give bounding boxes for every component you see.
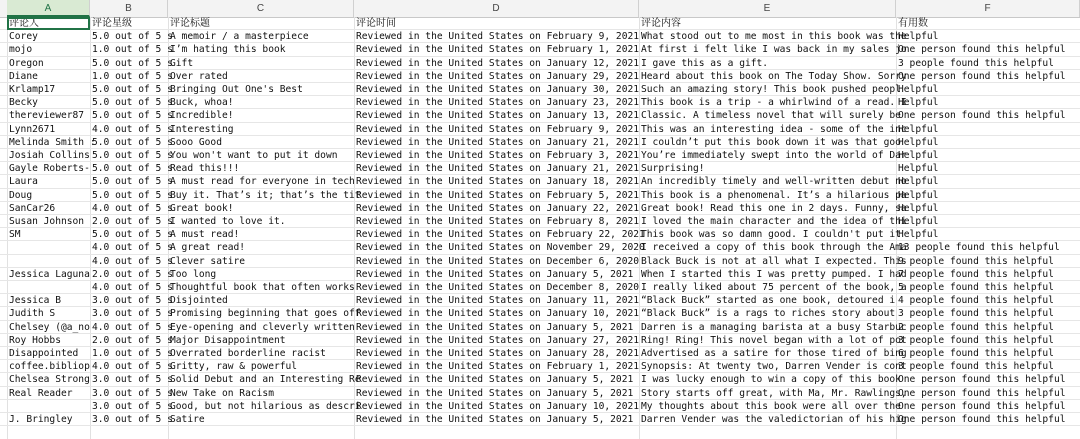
rating-cell[interactable]: 5.0 out of 5 s	[92, 57, 173, 69]
content-cell[interactable]: I received a copy of this book through the Ama	[641, 242, 907, 254]
date-cell[interactable]: Reviewed in the United States on January 27, 2021	[356, 334, 640, 346]
rating-cell[interactable]: 5.0 out of 5 s	[92, 189, 173, 201]
reviewer-cell[interactable]: coffee.bibliop	[9, 361, 90, 373]
table-row	[0, 347, 1080, 360]
content-cell[interactable]: Such an amazing story! This book pushed peopl	[641, 84, 901, 95]
helpful-cell[interactable]: One person found this helpful	[898, 414, 1066, 425]
helpful-cell[interactable]: One person found this helpful	[898, 44, 1066, 56]
header-row	[0, 17, 1080, 30]
title-cell[interactable]: A must read!	[170, 229, 240, 241]
column-header-d[interactable]: D	[354, 0, 639, 17]
rating-cell[interactable]: 3.0 out of 5 s	[92, 400, 173, 412]
date-cell[interactable]: Reviewed in the United States on January 5, 2021	[356, 414, 634, 425]
rating-cell[interactable]: 5.0 out of 5 s	[92, 150, 173, 161]
rating-cell[interactable]: 4.0 out of 5 s	[92, 242, 173, 254]
table-row	[0, 387, 1080, 400]
content-cell[interactable]: This book was so damn good. I couldn't put it	[641, 229, 901, 241]
helpful-cell[interactable]: 7 people found this helpful	[898, 268, 1054, 280]
content-cell[interactable]: Ring! Ring! This novel began with a lot of pot	[641, 334, 907, 346]
column-header-e[interactable]: E	[639, 0, 896, 17]
date-cell[interactable]: Reviewed in the United States on November 29, 2020	[356, 242, 645, 254]
table-row	[0, 360, 1080, 373]
rating-cell[interactable]: 3.0 out of 5 s	[92, 374, 173, 386]
column-header-b[interactable]: B	[90, 0, 168, 17]
content-cell[interactable]: Darren is a managing barista at a busy Starbuc	[641, 321, 907, 333]
content-cell[interactable]: At first i felt like I was back in my sales jo	[641, 44, 907, 56]
title-cell[interactable]: Too long	[170, 268, 217, 280]
rating-cell[interactable]: 3.0 out of 5 s	[92, 414, 173, 425]
title-cell[interactable]: Read this!!!	[170, 163, 240, 175]
helpful-cell[interactable]: One person found this helpful	[898, 110, 1066, 122]
reviewer-cell[interactable]: Real Reader	[9, 387, 73, 399]
helpful-cell[interactable]: Helpful	[898, 176, 939, 188]
helpful-cell[interactable]: Helpful	[898, 216, 939, 227]
reviewer-cell[interactable]: Diane	[9, 70, 38, 82]
column-header-f[interactable]: F	[896, 0, 1080, 17]
rating-cell[interactable]: 1.0 out of 5 s	[92, 44, 173, 56]
title-cell[interactable]: Buck, whoa!	[170, 97, 234, 109]
table-row	[0, 136, 1080, 149]
content-cell[interactable]: “Black Buck” is a rags to riches story about	[641, 308, 896, 320]
header-cell-date-cell[interactable]: 评论时间	[356, 18, 396, 29]
title-cell[interactable]: Good, but not hilarious as descri	[170, 400, 361, 412]
reviewer-cell[interactable]: Chelsey (@a_no	[9, 321, 90, 333]
table-row	[0, 268, 1080, 281]
title-cell[interactable]: Solid Debut and an Interesting Re	[170, 374, 361, 386]
title-cell[interactable]: Eye-opening and cleverly written	[170, 321, 355, 333]
content-cell[interactable]: Classic. A timeless novel that will surely be	[641, 110, 901, 122]
reviewer-cell[interactable]	[7, 281, 90, 294]
reviewer-cell[interactable]: Laura	[9, 176, 38, 188]
header-cell-reviewer-cell[interactable]: 评论人	[9, 18, 39, 29]
helpful-cell[interactable]: 3 people found this helpful	[898, 308, 1054, 320]
date-cell[interactable]: Reviewed in the United States on January 23, 2021	[356, 97, 640, 109]
reviewer-cell[interactable]: Lynn2671	[9, 123, 56, 135]
rating-cell[interactable]: 2.0 out of 5 s	[92, 216, 173, 227]
reviewer-cell[interactable]: Disappointed	[9, 348, 79, 359]
title-cell[interactable]: I wanted to love it.	[170, 216, 286, 227]
reviewer-cell[interactable]: Josiah Collins	[9, 150, 90, 161]
helpful-cell[interactable]: Helpful	[898, 150, 939, 161]
helpful-cell[interactable]: Helpful	[898, 163, 939, 175]
date-cell[interactable]: Reviewed in the United States on January 30, 2021	[356, 84, 640, 95]
rating-cell[interactable]: 1.0 out of 5 s	[92, 348, 173, 359]
column-header-c[interactable]: C	[168, 0, 354, 17]
title-cell[interactable]: A must read for everyone in tech	[170, 176, 355, 188]
date-cell[interactable]: Reviewed in the United States on February 1, 2021	[356, 44, 640, 56]
content-cell[interactable]: Synopsis: At twenty two, Darren Vender is cont	[641, 361, 907, 373]
reviewer-cell[interactable]: Susan Johnson	[9, 216, 85, 227]
rating-cell[interactable]: 2.0 out of 5 s	[92, 268, 173, 280]
date-cell[interactable]: Reviewed in the United States on January 10, 2021	[356, 308, 640, 320]
reviewer-cell[interactable]: Doug	[9, 189, 33, 201]
rating-cell[interactable]: 5.0 out of 5 s	[92, 110, 173, 122]
helpful-cell[interactable]: Helpful	[898, 31, 939, 43]
content-cell[interactable]: This book is a trip - a whirlwind of a read. I	[641, 97, 907, 109]
table-row	[0, 149, 1080, 162]
title-cell[interactable]: Gift	[170, 57, 194, 69]
content-cell[interactable]: I gave this as a gift.	[641, 57, 769, 69]
date-cell[interactable]: Reviewed in the United States on January 29, 2021	[356, 70, 640, 82]
date-cell[interactable]: Reviewed in the United States on January 5, 2021	[356, 374, 634, 386]
date-cell[interactable]: Reviewed in the United States on January 18, 2021	[356, 176, 640, 188]
helpful-cell[interactable]: One person found this helpful	[898, 374, 1066, 386]
rating-cell[interactable]: 4.0 out of 5 s	[92, 202, 173, 214]
reviewer-cell[interactable]: mojo	[9, 44, 33, 56]
helpful-cell[interactable]: 5 people found this helpful	[898, 282, 1054, 293]
title-cell[interactable]: Thoughtful book that often works	[170, 282, 355, 293]
date-cell[interactable]: Reviewed in the United States on December 6, 2020	[356, 255, 640, 267]
rating-cell[interactable]: 5.0 out of 5 s	[92, 31, 173, 43]
reviewer-cell[interactable]	[7, 255, 90, 268]
table-row	[0, 294, 1080, 307]
reviewer-cell[interactable]: Jessica Laguna	[9, 268, 90, 280]
content-cell[interactable]: Surprising!	[641, 163, 705, 175]
rating-cell[interactable]: 3.0 out of 5 s	[92, 308, 173, 320]
reviewer-cell[interactable]: Chelsea Strong	[9, 374, 90, 386]
content-cell[interactable]: When I started this I was pretty pumped. I had	[641, 268, 907, 280]
helpful-cell[interactable]: 9 people found this helpful	[898, 255, 1054, 267]
rating-cell[interactable]: 3.0 out of 5 s	[92, 295, 173, 307]
header-cell-title-cell[interactable]: 评论标题	[170, 18, 210, 29]
rating-cell[interactable]: 5.0 out of 5 s	[92, 97, 173, 109]
title-cell[interactable]: Satire	[170, 414, 205, 425]
table-row	[0, 307, 1080, 320]
reviewer-cell[interactable]: Roy Hobbs	[9, 334, 61, 346]
table-row	[0, 334, 1080, 347]
content-cell[interactable]: What stood out to me most in this book was the	[641, 31, 907, 43]
table-row	[0, 30, 1080, 43]
helpful-cell[interactable]: 3 people found this helpful	[898, 361, 1054, 373]
helpful-cell[interactable]: One person found this helpful	[898, 400, 1066, 412]
rating-cell[interactable]: 3.0 out of 5 s	[92, 387, 173, 399]
title-cell[interactable]: I’m hating this book	[170, 44, 286, 56]
table-row	[0, 321, 1080, 334]
helpful-cell[interactable]: Helpful	[898, 202, 939, 214]
title-cell[interactable]: Overrated borderline racist	[170, 348, 326, 359]
date-cell[interactable]: Reviewed in the United States on January 5, 2021	[356, 268, 634, 280]
rating-cell[interactable]: 5.0 out of 5 s	[92, 84, 173, 95]
title-cell[interactable]: Sooo Good	[170, 136, 222, 148]
table-row	[0, 175, 1080, 188]
helpful-cell[interactable]: 3 people found this helpful	[898, 57, 1054, 69]
helpful-cell[interactable]: Helpful	[898, 97, 939, 109]
table-row	[0, 96, 1080, 109]
rating-cell[interactable]: 4.0 out of 5 s	[92, 321, 173, 333]
content-cell[interactable]: An incredibly timely and well-written debut no	[641, 176, 907, 188]
cell-grid	[0, 17, 1080, 439]
date-cell[interactable]: Reviewed in the United States on February 9, 2021	[356, 123, 640, 135]
title-cell[interactable]: Incredible!	[170, 110, 234, 122]
content-cell[interactable]: Heard about this book on The Today Show. Sorry	[641, 70, 907, 82]
title-cell[interactable]: Bringing Out One's Best	[170, 84, 303, 95]
title-cell[interactable]: Clever satire	[170, 255, 246, 267]
reviewer-cell[interactable]: Corey	[9, 31, 38, 43]
table-row	[0, 228, 1080, 241]
reviewer-cell[interactable]: Oregon	[9, 57, 44, 69]
date-cell[interactable]: Reviewed in the United States on January 12, 2021	[356, 57, 640, 69]
rating-cell[interactable]: 5.0 out of 5 s	[92, 136, 173, 148]
table-row	[0, 241, 1080, 254]
reviewer-cell[interactable]: SM	[9, 229, 21, 241]
reviewer-cell[interactable]	[7, 400, 90, 413]
date-cell[interactable]: Reviewed in the United States on January 10, 2021	[356, 400, 640, 412]
content-cell[interactable]: I loved the main character and the idea of thi	[641, 216, 907, 227]
table-row	[0, 189, 1080, 202]
rating-cell[interactable]: 1.0 out of 5 s	[92, 70, 173, 82]
rating-cell[interactable]: 5.0 out of 5 s	[92, 176, 173, 188]
content-cell[interactable]: Great book! Read this one in 2 days. Funny, sa	[641, 202, 907, 214]
date-cell[interactable]: Reviewed in the United States on December 8, 2020	[356, 282, 640, 293]
helpful-cell[interactable]: One person found this helpful	[898, 387, 1066, 399]
helpful-cell[interactable]: Helpful	[898, 136, 939, 148]
title-cell[interactable]: Buy it. That’s it; that’s the tit	[170, 189, 361, 201]
rating-cell[interactable]: 4.0 out of 5 s	[92, 282, 173, 293]
title-cell[interactable]: Disjointed	[170, 295, 228, 307]
reviewer-cell[interactable]: Jessica B	[9, 295, 61, 307]
reviewer-cell[interactable]: Judith S	[9, 308, 56, 320]
table-row	[0, 413, 1080, 426]
date-cell[interactable]: Reviewed in the United States on February 9, 2021	[356, 31, 640, 43]
content-cell[interactable]: I couldn’t put this book down it was that goo	[641, 136, 901, 148]
rating-cell[interactable]: 5.0 out of 5 s	[92, 163, 173, 175]
rating-cell[interactable]: 2.0 out of 5 s	[92, 334, 173, 346]
content-cell[interactable]: This was an interesting idea - some of the inc	[641, 123, 907, 135]
header-cell-helpful-cell[interactable]: 有用数	[898, 18, 928, 29]
helpful-cell[interactable]: 3 people found this helpful	[898, 334, 1054, 346]
title-cell[interactable]: Promising beginning that goes off	[170, 308, 361, 320]
table-row	[0, 281, 1080, 294]
table-row	[0, 123, 1080, 136]
reviewer-cell[interactable]: Melinda Smith :	[9, 136, 96, 148]
table-row	[0, 43, 1080, 56]
helpful-cell[interactable]: Helpful	[898, 189, 939, 201]
title-cell[interactable]: Interesting	[170, 123, 234, 135]
title-cell[interactable]: You won't want to put it down	[170, 150, 338, 161]
date-cell[interactable]: Reviewed in the United States on January 5, 2021	[356, 321, 634, 333]
reviewer-cell[interactable]: J. Bringley	[9, 414, 73, 425]
rating-cell[interactable]: 4.0 out of 5 s	[92, 123, 173, 135]
table-row	[0, 373, 1080, 386]
table-row	[0, 109, 1080, 122]
date-cell[interactable]: Reviewed in the United States on February 1, 2021	[356, 361, 640, 373]
header-cell-rating-cell[interactable]: 评论星级	[92, 18, 132, 29]
reviewer-cell[interactable]: thereviewer87	[9, 110, 85, 122]
table-row	[0, 255, 1080, 268]
date-cell[interactable]: Reviewed in the United States on January 22, 2021	[356, 202, 640, 214]
content-cell[interactable]: Black Buck is not at all what I expected. This	[641, 255, 907, 267]
reviewer-cell[interactable]	[7, 241, 90, 254]
column-header-bar	[0, 0, 1080, 18]
date-cell[interactable]: Reviewed in the United States on January 28, 2021	[356, 348, 640, 359]
title-cell[interactable]: Great book!	[170, 202, 234, 214]
header-cell-content-cell[interactable]: 评论内容	[641, 18, 681, 29]
rating-cell[interactable]: 5.0 out of 5 s	[92, 229, 173, 241]
helpful-cell[interactable]: Helpful	[898, 123, 939, 135]
content-cell[interactable]: Advertised as a satire for those tired of bing	[641, 348, 907, 359]
date-cell[interactable]: Reviewed in the United States on January 21, 2021	[356, 163, 640, 175]
date-cell[interactable]: Reviewed in the United States on February 8, 2021	[356, 216, 640, 227]
rating-cell[interactable]: 4.0 out of 5 s	[92, 255, 173, 267]
table-row	[0, 215, 1080, 228]
date-cell[interactable]: Reviewed in the United States on January 11, 2021	[356, 295, 640, 307]
reviewer-cell[interactable]: Krlamp17	[9, 84, 56, 95]
content-cell[interactable]: My thoughts about this book were all over the	[641, 400, 901, 412]
date-cell[interactable]: Reviewed in the United States on January 21, 2021	[356, 136, 640, 148]
date-cell[interactable]: Reviewed in the United States on January 13, 2021	[356, 110, 640, 122]
title-cell[interactable]: Over rated	[170, 70, 228, 82]
title-cell[interactable]: New Take on Racism	[170, 387, 274, 399]
helpful-cell[interactable]: Helpful	[898, 229, 939, 241]
table-row	[0, 83, 1080, 96]
content-cell[interactable]: Darren Vender was the valedictorian of his hig	[641, 414, 907, 425]
title-cell[interactable]: A memoir / a masterpiece	[170, 31, 309, 43]
date-cell[interactable]: Reviewed in the United States on February 5, 2021	[356, 189, 640, 201]
date-cell[interactable]: Reviewed in the United States on January 5, 2021	[356, 387, 634, 399]
helpful-cell[interactable]: One person found this helpful	[898, 70, 1066, 82]
column-header-a[interactable]: A	[7, 0, 90, 17]
title-cell[interactable]: A great read!	[170, 242, 246, 254]
title-cell[interactable]: Gritty, raw & powerful	[170, 361, 298, 373]
table-row	[0, 202, 1080, 215]
content-cell[interactable]: I was lucky enough to win a copy of this book	[641, 374, 901, 386]
date-cell[interactable]: Reviewed in the United States on February 3, 2021	[356, 150, 640, 161]
reviewer-cell[interactable]: SanCar26	[9, 202, 56, 214]
helpful-cell[interactable]: 13 people found this helpful	[898, 242, 1060, 254]
content-cell[interactable]: This book is a phenomenal. It’s a hilarious pa	[641, 189, 907, 201]
content-cell[interactable]: “Black Buck” started as one book, detoured i	[641, 295, 896, 307]
content-cell[interactable]: Story starts off great, with Ma, Mr. Rawlings,	[641, 387, 907, 399]
reviewer-cell[interactable]: Gayle Roberts-	[9, 163, 90, 175]
helpful-cell[interactable]: 6 people found this helpful	[898, 348, 1054, 359]
table-row	[0, 70, 1080, 83]
content-cell[interactable]: You’re immediately swept into the world of Dar	[641, 150, 907, 161]
helpful-cell[interactable]: 2 people found this helpful	[898, 321, 1054, 333]
date-cell[interactable]: Reviewed in the United States on February 22, 2021	[356, 229, 645, 241]
helpful-cell[interactable]: Helpful	[898, 84, 939, 95]
rating-cell[interactable]: 4.0 out of 5 s	[92, 361, 173, 373]
table-row	[0, 57, 1080, 70]
title-cell[interactable]: Major Disappointment	[170, 334, 286, 346]
table-row	[0, 400, 1080, 413]
table-row	[0, 162, 1080, 175]
content-cell[interactable]: I really liked about 75 percent of the book, a	[641, 282, 907, 293]
helpful-cell[interactable]: 4 people found this helpful	[898, 295, 1054, 307]
reviewer-cell[interactable]: Becky	[9, 97, 38, 109]
